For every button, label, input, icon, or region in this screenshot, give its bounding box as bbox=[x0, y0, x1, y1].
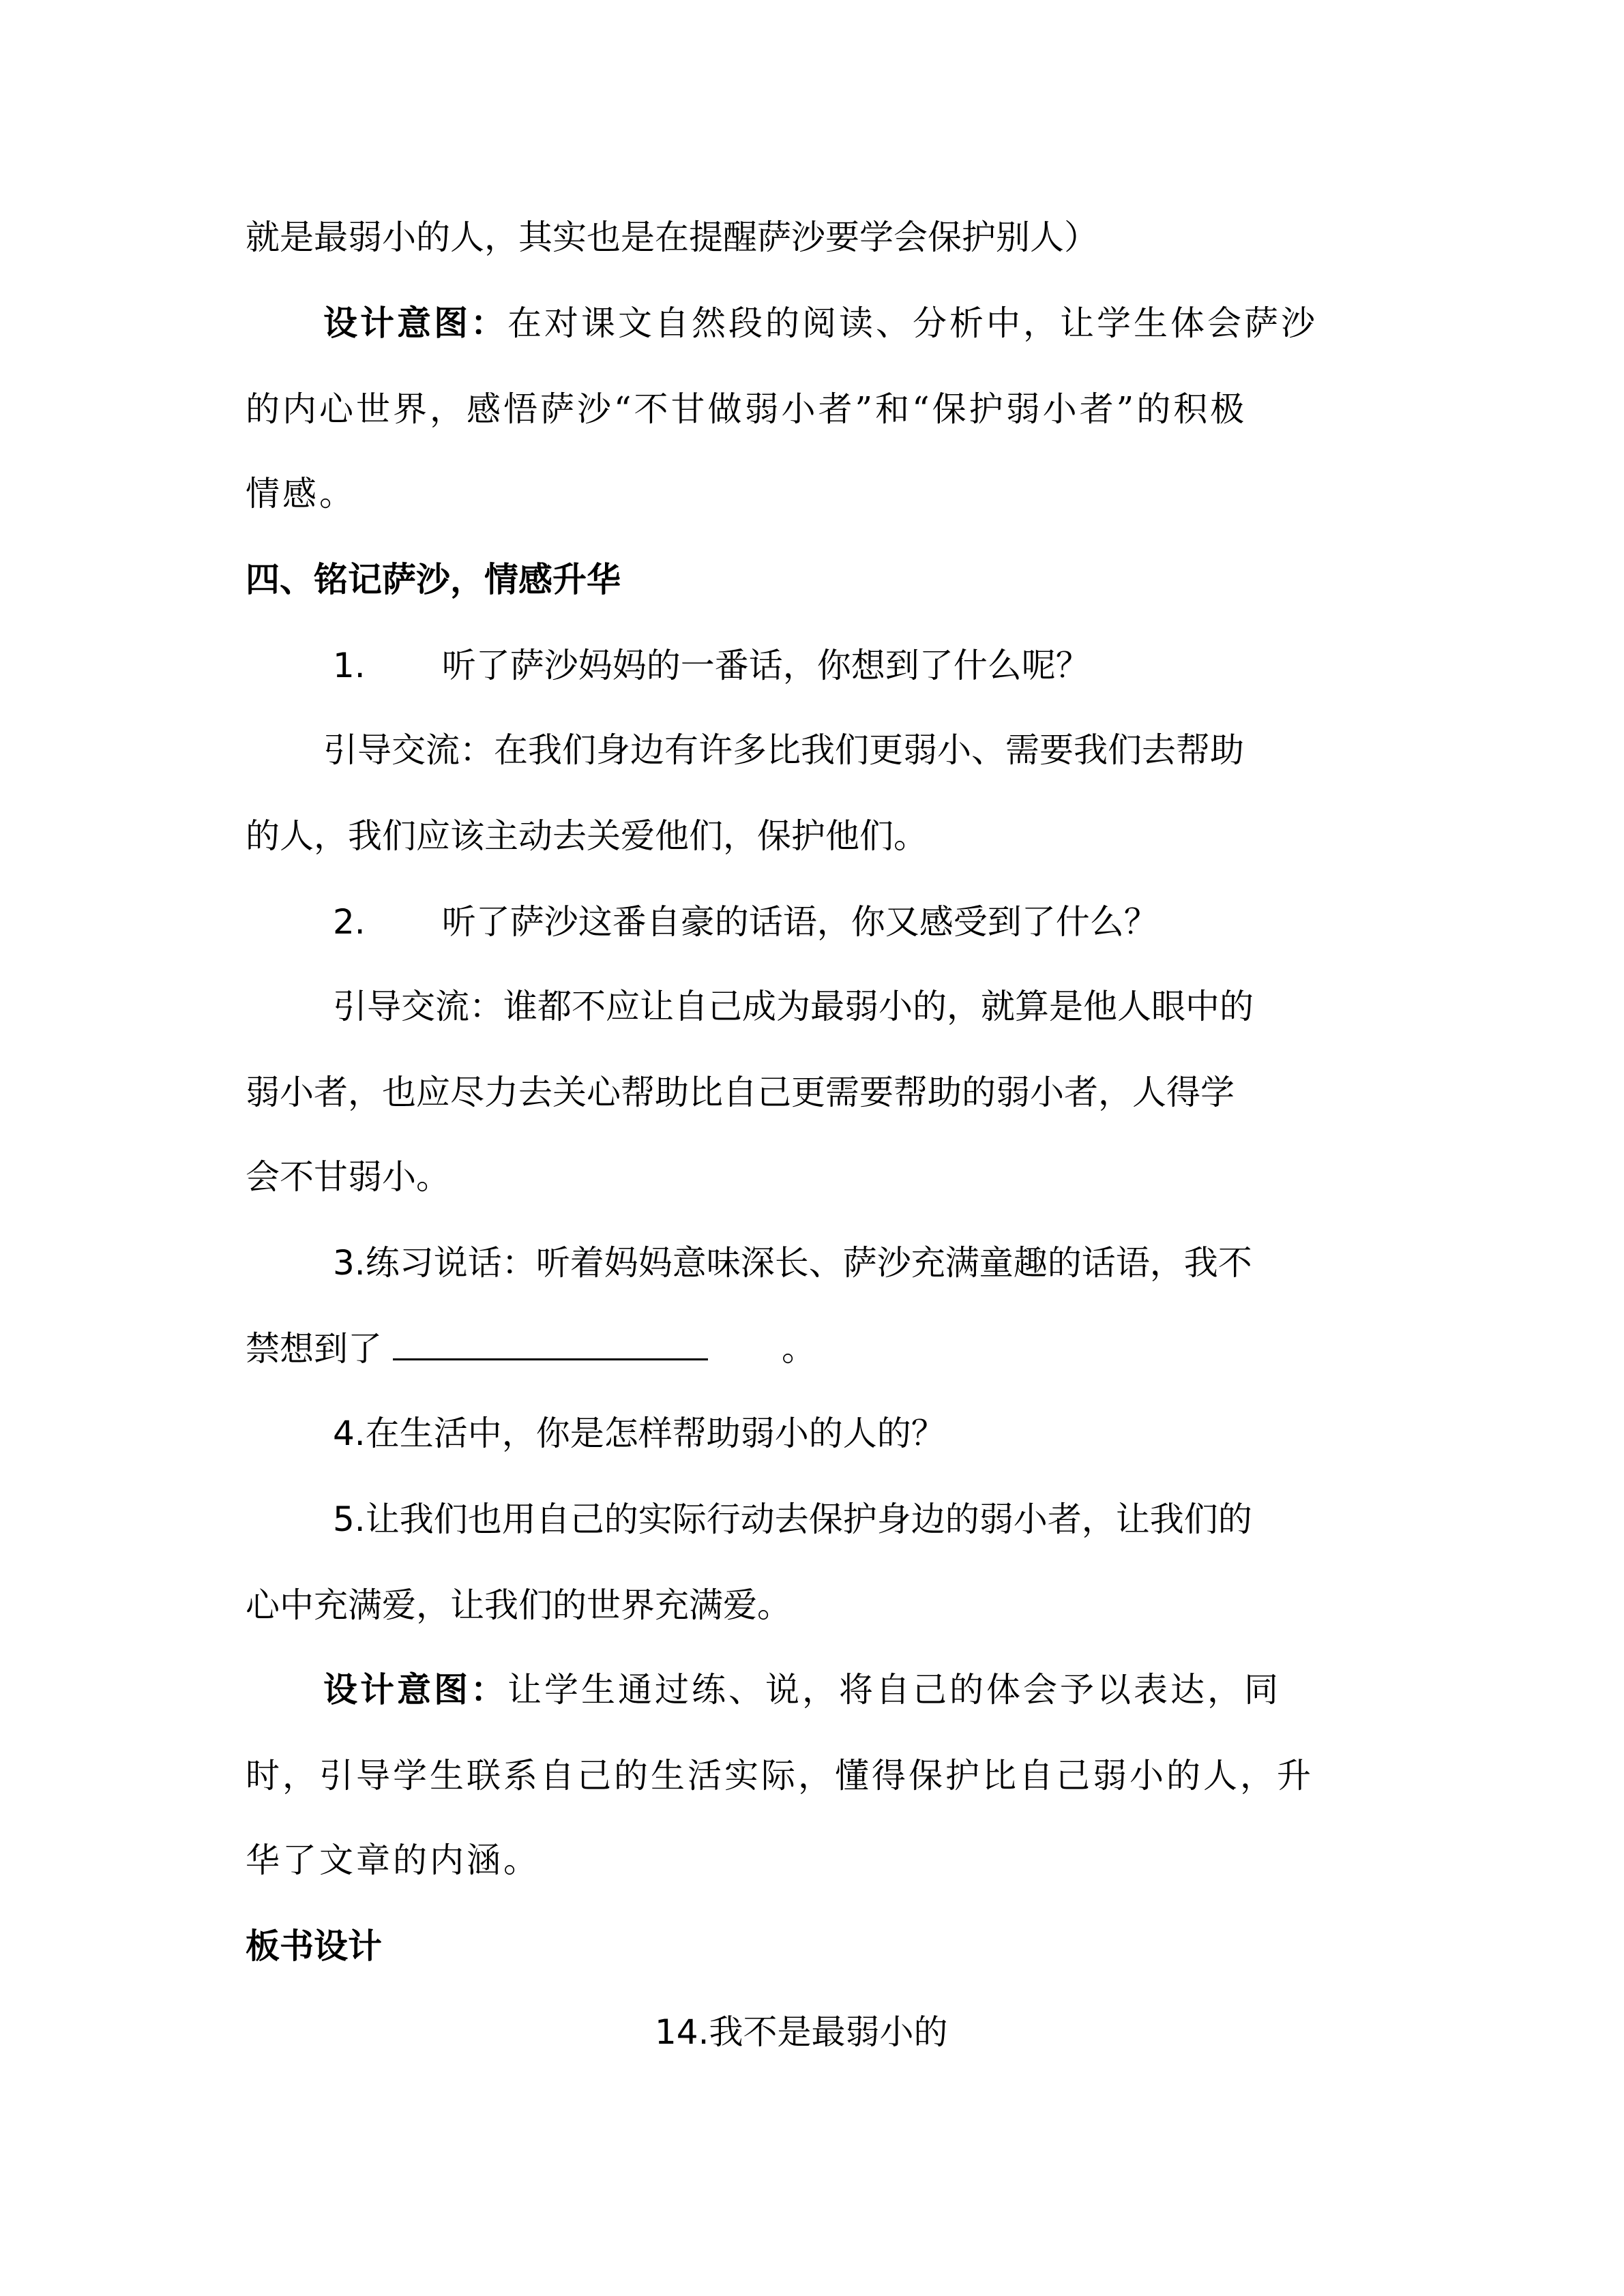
fill-suffix: 。 bbox=[782, 1329, 816, 1369]
question-1 bbox=[333, 644, 1090, 687]
question-text: 听了萨沙妈妈的一番话，你想到了什么呢？ bbox=[441, 646, 1090, 685]
design-intent-2 bbox=[323, 1668, 1281, 1712]
fill-in-blank[interactable] bbox=[393, 1328, 708, 1360]
guide-line: 会不甘弱小。 bbox=[246, 1157, 450, 1197]
board-design-heading: 板书设计 bbox=[246, 1926, 382, 1966]
question-5-line: 心中充满爱，让我们的世界充满爱。 bbox=[246, 1585, 791, 1625]
guide-line: 的人，我们应该主动去关爱他们，保护他们。 bbox=[246, 816, 928, 856]
guide-line: 引导交流：谁都不应让自己成为最弱小的，就算是他人眼中的 bbox=[333, 987, 1254, 1026]
question-3-fill bbox=[246, 1327, 816, 1371]
design-intent-text: 让学生通过练、说，将自己的体会予以表达，同 bbox=[507, 1670, 1281, 1710]
design-intent-line: 的内心世界，感悟萨沙“不甘做弱小者”和“保护弱小者”的积极 bbox=[246, 389, 1247, 429]
question-2 bbox=[333, 900, 1158, 944]
design-intent-line: 时，引导学生联系自己的生活实际，懂得保护比自己弱小的人，升 bbox=[246, 1756, 1314, 1795]
guide-line: 弱小者，也应尽力去关心帮助比自己更需要帮助的弱小者，人得学 bbox=[246, 1073, 1235, 1112]
design-intent-line: 情感。 bbox=[246, 474, 356, 513]
question-number: 2. bbox=[333, 902, 366, 942]
question-number: 1. bbox=[333, 646, 366, 685]
question-text: 听了萨沙这番自豪的话语，你又感受到了什么？ bbox=[441, 902, 1158, 942]
board-title: 14.我不是最弱小的 bbox=[655, 2012, 948, 2052]
section-heading: 四、铭记萨沙，情感升华 bbox=[246, 560, 621, 599]
design-intent-line: 华了文章的内涵。 bbox=[246, 1840, 540, 1880]
design-intent-label: 设计意图： bbox=[323, 1669, 507, 1710]
design-intent-1 bbox=[323, 301, 1318, 345]
design-intent-text: 在对课文自然段的阅读、分析中，让学生体会萨沙 bbox=[507, 303, 1318, 343]
design-intent-label: 设计意图： bbox=[323, 303, 507, 343]
paragraph-line: 就是最弱小的人，其实也是在提醒萨沙要学会保护别人） bbox=[246, 218, 1098, 257]
question-4: 4.在生活中，你是怎样帮助弱小的人的？ bbox=[333, 1414, 945, 1453]
question-5-line: 5.让我们也用自己的实际行动去保护身边的弱小者，让我们的 bbox=[333, 1500, 1252, 1539]
guide-line: 引导交流：在我们身边有许多比我们更弱小、需要我们去帮助 bbox=[323, 730, 1244, 770]
question-3-line: 3.练习说话：听着妈妈意味深长、萨沙充满童趣的话语，我不 bbox=[333, 1243, 1252, 1283]
fill-prefix: 禁想到了 bbox=[246, 1329, 382, 1369]
